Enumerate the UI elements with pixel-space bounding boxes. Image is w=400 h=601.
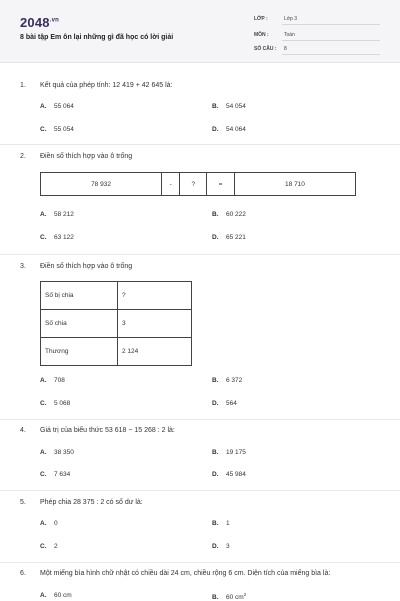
equation-cell: 18 710 — [234, 173, 355, 196]
option-b[interactable]: B. 60 $cm^2$ — [212, 592, 247, 601]
question-divider — [0, 419, 400, 420]
option-d[interactable]: D. 65 221 — [212, 234, 246, 241]
option-b[interactable]: B. 54 054 — [212, 103, 246, 110]
question-divider — [0, 144, 400, 145]
equation-cell: = — [207, 173, 235, 196]
option-a[interactable]: A. 708 — [40, 377, 65, 384]
option-c[interactable]: C. 55 054 — [40, 126, 74, 133]
option-a[interactable]: A. 60 cm — [40, 592, 72, 599]
question-text: Phép chia 28 375 : 2 có số dư là: — [40, 499, 143, 506]
option-b[interactable]: B. 60 222 — [212, 211, 246, 218]
option-c[interactable]: C. 2 — [40, 543, 58, 550]
question-text: Giá trị của biểu thức 53 618 − 15 268 : 2 là: — [40, 427, 175, 434]
equation-blank-cell: ? — [180, 173, 207, 196]
meta-grade-value: Lớp 3 — [284, 16, 298, 22]
question-divider — [0, 490, 400, 491]
question-number: 2. — [20, 153, 26, 160]
option-a[interactable]: A. 58 212 — [40, 211, 74, 218]
option-a[interactable]: A. 38 350 — [40, 449, 74, 456]
table-label-cell: Số bị chia — [41, 282, 118, 310]
document-title: 8 bài tập Em ôn lại những gì đã học có lời giải — [20, 34, 174, 41]
question-divider — [0, 562, 400, 563]
meta-divider — [282, 24, 380, 25]
site-logo[interactable]: $2048^{.vn}$ — [20, 15, 60, 30]
table-row — [41, 282, 192, 310]
meta-subject-label: MÔN : — [254, 32, 269, 38]
question-text: Điền số thích hợp vào ô trống — [40, 153, 133, 160]
equation-row — [40, 172, 356, 196]
option-d[interactable]: D. 3 — [212, 543, 230, 550]
option-d[interactable]: D. 54 064 — [212, 126, 246, 133]
question-text: Một miếng bìa hình chữ nhật có chiều dài 24 cm, chiều rộng 6 cm. Diện tích của miếng bìa là: — [40, 570, 331, 577]
meta-grade-label: LỚP : — [254, 16, 268, 22]
option-b[interactable]: B. 6 372 — [212, 377, 243, 384]
option-d[interactable]: D. 45 984 — [212, 471, 246, 478]
option-b[interactable]: B. 1 — [212, 520, 230, 527]
option-c[interactable]: C. 63 122 — [40, 234, 74, 241]
question-divider — [0, 254, 400, 255]
option-b[interactable]: B. 19 175 — [212, 449, 246, 456]
table-value-cell: 2 124 — [118, 338, 192, 366]
question-text: Kết quả của phép tính: 12 419 + 42 645 là: — [40, 82, 173, 89]
question-number: 1. — [20, 82, 26, 89]
equation-cell: 78 932 — [41, 173, 162, 196]
table-row — [41, 338, 192, 366]
option-a[interactable]: A. 55 064 — [40, 103, 74, 110]
table-row — [41, 310, 192, 338]
table-label-cell: Số chia — [41, 310, 118, 338]
option-c[interactable]: C. 7 634 — [40, 471, 71, 478]
table-value-cell: ? — [118, 282, 192, 310]
superscript: 2 — [243, 592, 247, 597]
question-number: 6. — [20, 570, 26, 577]
option-d[interactable]: D. 564 — [212, 400, 237, 407]
question-number: 3. — [20, 263, 26, 270]
division-table — [40, 281, 192, 366]
meta-divider — [282, 40, 380, 41]
equation-cell: - — [162, 173, 180, 196]
question-number: 4. — [20, 427, 26, 434]
question-number: 5. — [20, 499, 26, 506]
page-header — [0, 0, 400, 63]
table-label-cell: Thương — [41, 338, 118, 366]
option-c[interactable]: C. 5 068 — [40, 400, 71, 407]
option-a[interactable]: A. 0 — [40, 520, 58, 527]
question-text: Điền số thích hợp vào ô trống — [40, 263, 133, 270]
meta-divider — [282, 54, 380, 55]
meta-count-value: 8 — [284, 46, 287, 52]
meta-subject-value: Toán — [284, 32, 295, 38]
meta-count-label: SỐ CÂU : — [254, 46, 277, 52]
table-value-cell: 3 — [118, 310, 192, 338]
